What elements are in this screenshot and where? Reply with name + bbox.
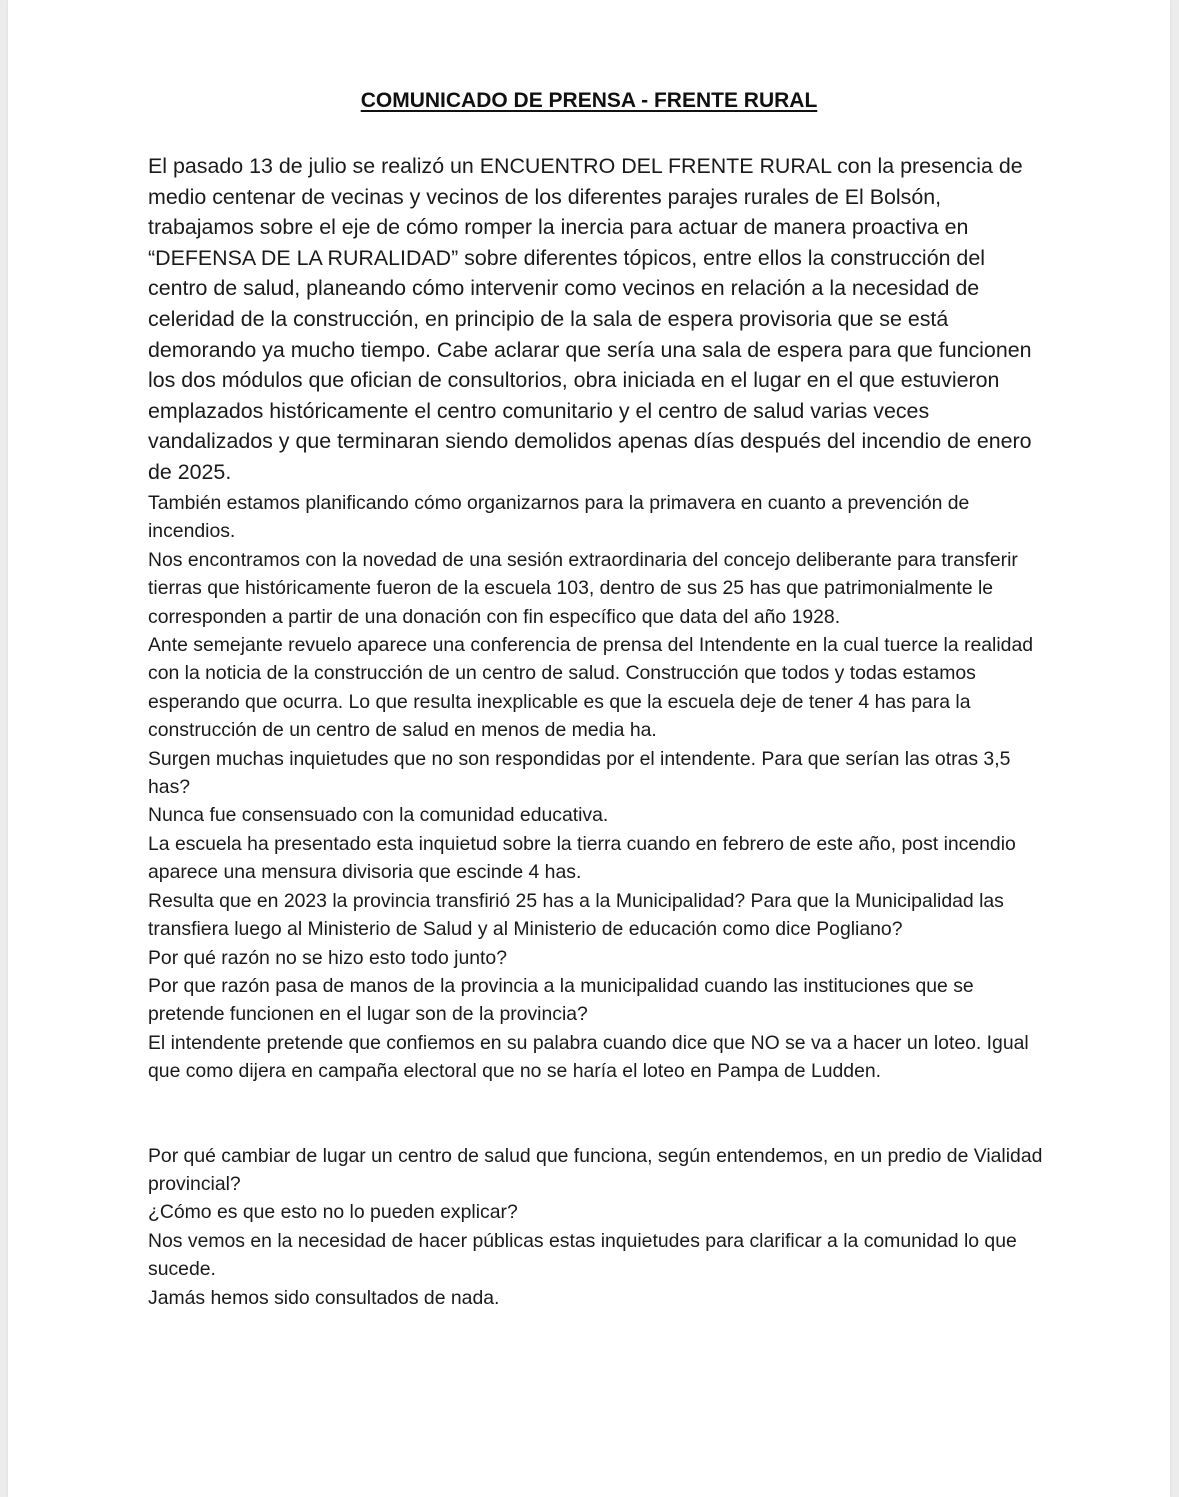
body-paragraph: La escuela ha presentado esta inquietud sobre la tierra cuando en febrero de este año, post incendio aparece una mensura divisoria que escinde 4 has. — [148, 832, 1016, 884]
closing-paragraph: Nos vemos en la necesidad de hacer públicas estas inquietudes para clarificar a la comunidad lo que sucede. — [148, 1229, 1017, 1281]
body-paragraph: Por que razón pasa de manos de la provincia a la municipalidad cuando las instituciones que se pretende funcionen en el lugar son de la provincia? — [148, 974, 974, 1026]
document-page — [8, 0, 1170, 1497]
body-paragraph: Resulta que en 2023 la provincia transfirió 25 has a la Municipalidad? Para que la Municipalidad las transfiera luego al Ministerio de Salud y al Ministerio de educación como dice Pogliano? — [148, 889, 1004, 941]
closing-paragraph: Jamás hemos sido consultados de nada. — [148, 1286, 500, 1309]
body-paragraph: Nos encontramos con la novedad de una sesión extraordinaria del concejo deliberante para transferir tierras que históricamente fueron de la escuela 103, dentro de sus 25 has que patrimonialmente le corresponden a partir de una donación con fin específico que data del año 1928. — [148, 548, 1018, 628]
body-paragraph: Nunca fue consensuado con la comunidad educativa. — [148, 804, 609, 827]
body-paragraph: El intendente pretende que confiemos en su palabra cuando dice que NO se va a hacer un loteo. Igual que como dijera en campaña electoral que no se haría el loteo en Pampa de Ludden. — [148, 1031, 1029, 1083]
body-paragraph: Por qué razón no se hizo esto todo junto? — [148, 946, 507, 969]
closing-paragraph: Por qué cambiar de lugar un centro de salud que funciona, según entendemos, en un predio de Vialidad provincial? — [148, 1144, 1043, 1195]
document-body — [148, 489, 1048, 1312]
closing-paragraph: ¿Cómo es que esto no lo pueden explicar? — [148, 1201, 518, 1224]
body-paragraph: También estamos planificando cómo organizarnos para la primavera en cuanto a prevención de incendios. — [148, 492, 970, 543]
body-paragraph: Surgen muchas inquietudes que no son respondidas por el intendente. Para que serían las otras 3,5 has? — [148, 747, 1011, 799]
lead-paragraph: El pasado 13 de julio se realizó un ENCUENTRO DEL FRENTE RURAL con la presencia de medio centenar de vecinas y vecinos de los diferentes parajes rurales de El Bolsón, trabajamos sobre el eje de cómo romper la inercia para actuar de manera proactiva en “DEFENSA DE LA RURALIDAD” sobre diferentes tópicos, entre ellos la construcción del centro de salud, planeando cómo intervenir como vecinos en relación a la necesidad de celeridad de la construcción, en principio de la sala de espera provisoria que se está demorando ya mucho tiempo. Cabe aclarar que sería una sala de espera para que funcionen los dos módulos que ofician de consultorios, obra iniciada en el lugar en el que estuvieron emplazados históricamente el centro comunitario y el centro de salud varias veces vandalizados y que terminaran siendo demolidos apenas días después del incendio de enero de 2025. — [148, 154, 1032, 484]
body-paragraph: Ante semejante revuelo aparece una conferencia de prensa del Intendente en la cual tuerce la realidad con la noticia de la construcción de un centro de salud. Construcción que todos y todas estamos esperando que ocurra. Lo que resulta inexplicable es que la escuela deje de tener 4 has para la construcción de un centro de salud en menos de media ha. — [148, 634, 1034, 742]
document-title: COMUNICADO DE PRENSA - FRENTE RURAL — [360, 89, 818, 112]
